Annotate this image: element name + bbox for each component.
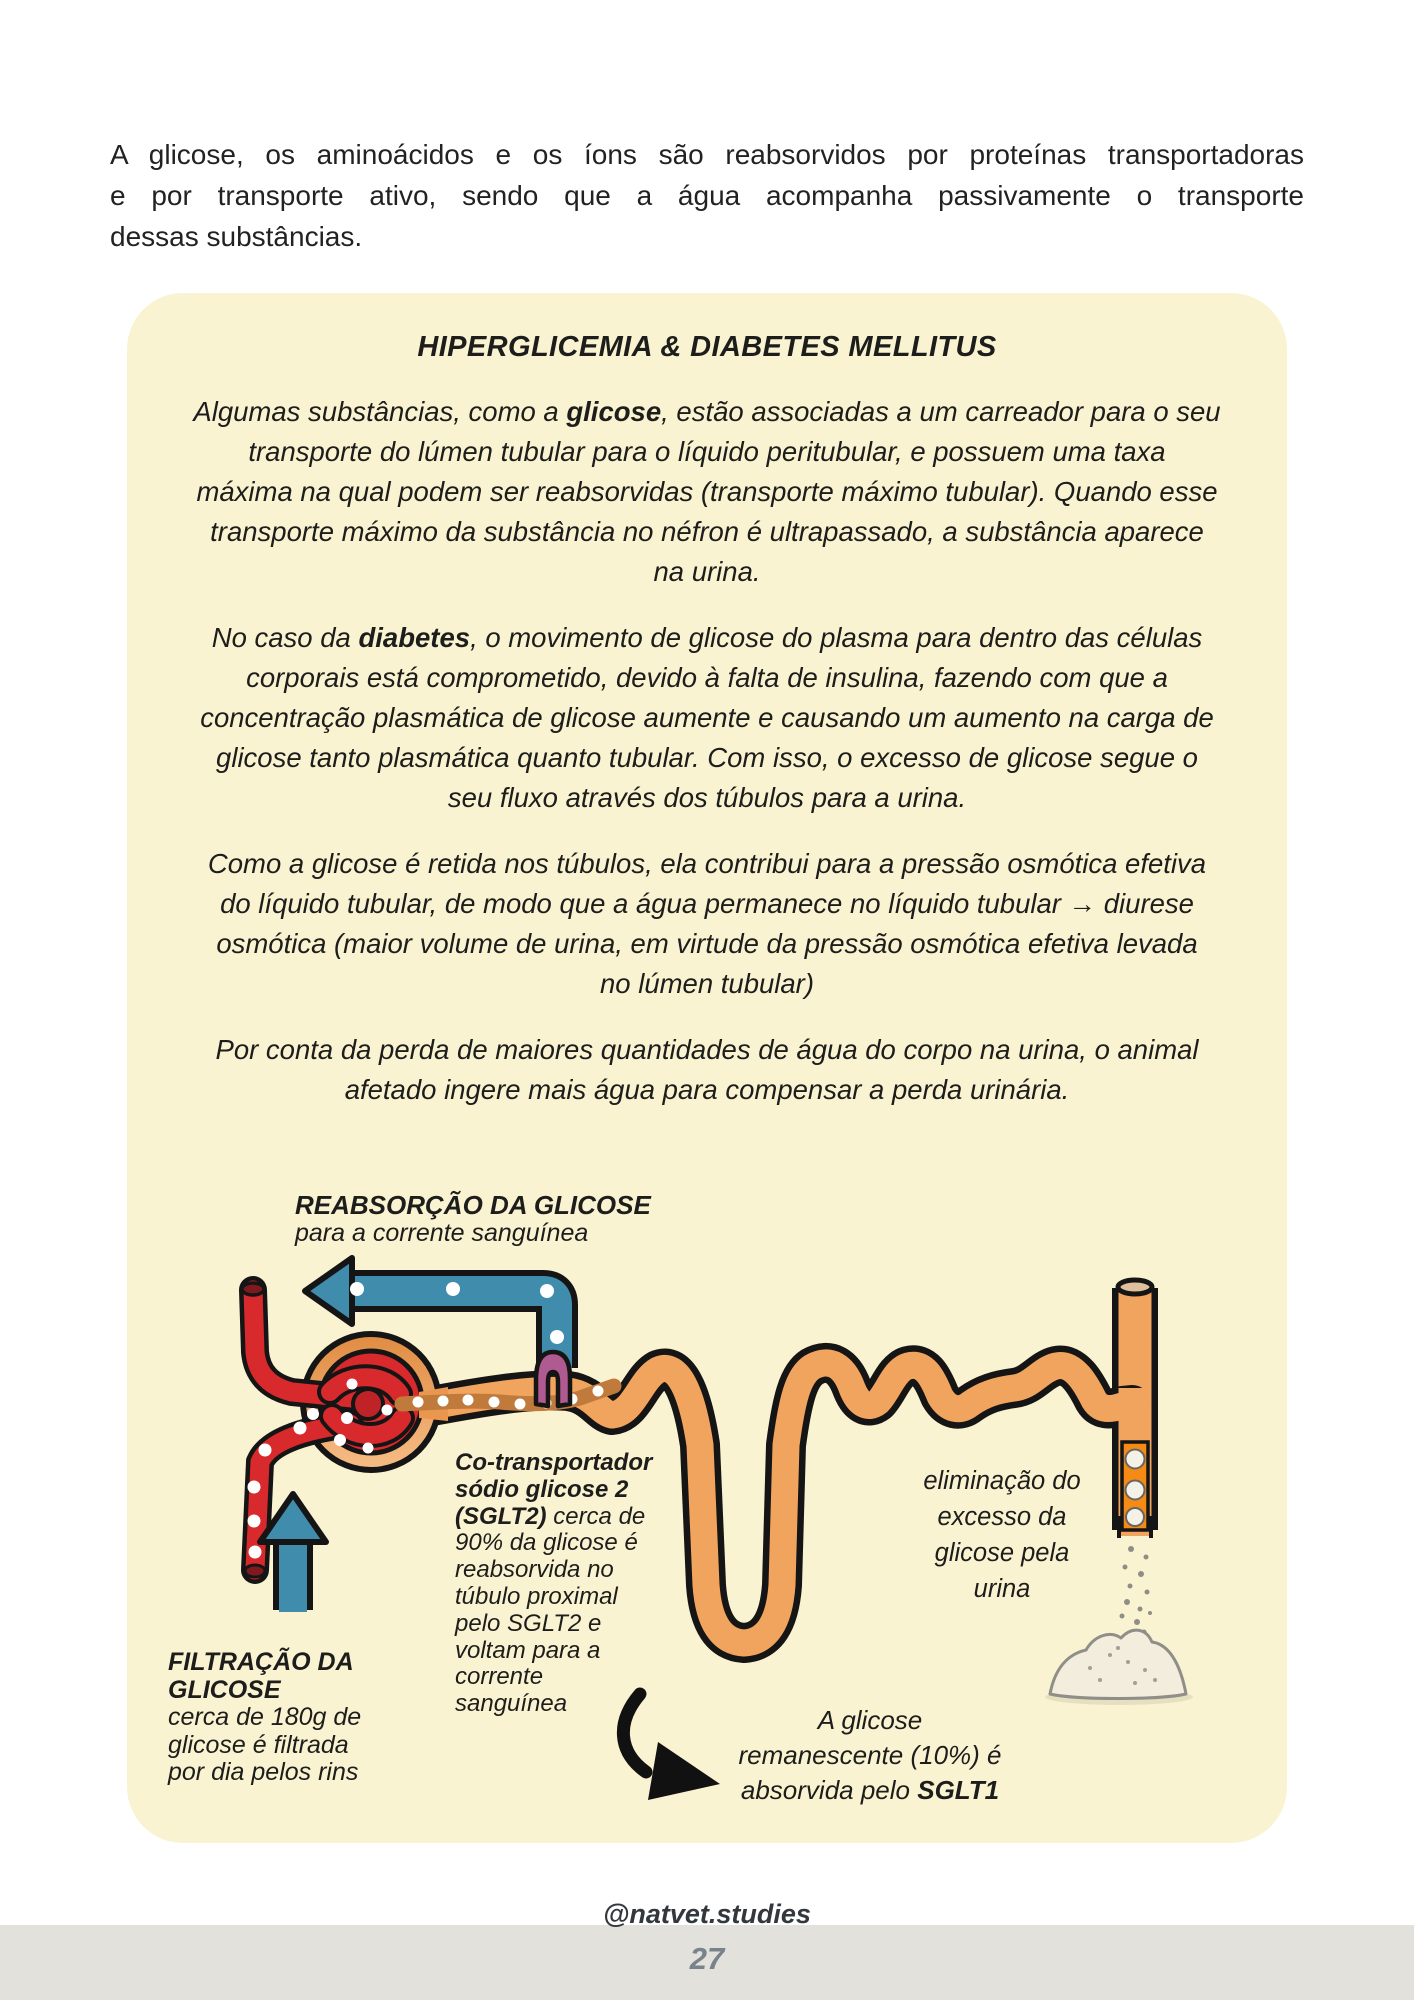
note-line: do líquido tubular, de modo que a água permanece no líquido tubular → diurese [220, 888, 1194, 919]
sglt2-note-line: túbulo proximal [455, 1582, 618, 1610]
note-line: corporais está comprometido, devido à falta de insulina, fazendo com que a [246, 662, 1168, 693]
note-line: Como a glicose é retida nos túbulos, ela contribui para a pressão osmótica efetiva [207, 848, 1207, 879]
glucose-molecule-dot [307, 1408, 319, 1420]
text-segment: Algumas substâncias, como a [193, 396, 567, 427]
note-paragraph-2 [145, 618, 1269, 818]
text-segment: cerca de [546, 1502, 646, 1530]
sglt2-note-line: Co-transportador [455, 1449, 653, 1476]
intro-line: dessas substâncias. [110, 221, 363, 252]
sglt2-note [455, 1450, 690, 1718]
glucose-molecule-dot [363, 1443, 374, 1454]
social-handle: @natvet.studies [603, 1899, 811, 1929]
note-line: no lúmen tubular) [599, 968, 814, 999]
glucose-molecule-dot [489, 1397, 500, 1408]
note-paragraph-1 [145, 392, 1269, 592]
glucose-molecule-dot [1126, 1481, 1145, 1500]
intro-line: e por transporte ativo, sendo que a água acompanha passivamente o transporte [110, 180, 1304, 211]
sglt2-note-line: reabsorvida no [455, 1556, 614, 1584]
note-line: concentração plasmática de glicose aumente e causando um aumento na carga de [200, 702, 1214, 733]
diagram-heading-title: REABSORÇÃO DA GLICOSE [295, 1190, 651, 1220]
glucose-molecule-dot [1126, 1508, 1144, 1526]
note-line: glicose tanto plasmática quanto tubular. Com isso, o excesso de glicose segue o [216, 742, 1198, 773]
note-title: HIPERGLICEMIA & DIABETES MELLITUS [417, 331, 997, 363]
elimination-note-line: glicose pela [934, 1539, 1070, 1567]
glucose-molecule-dot [550, 1330, 564, 1344]
glucose-molecule-dot [438, 1396, 449, 1407]
sglt2-note-line: pelo SGLT2 e [455, 1609, 602, 1637]
note-paragraph-3 [145, 844, 1269, 1004]
glucose-molecule-dot [413, 1397, 424, 1408]
filtration-note-line: GLICOSE [168, 1675, 281, 1704]
glucose-molecule-dot [463, 1395, 474, 1406]
glucose-molecule-dot [593, 1386, 604, 1397]
glucose-molecule-dot [248, 1481, 261, 1494]
sglt2-note-line: sanguínea [455, 1690, 568, 1718]
note-line: afetado ingere mais água para compensar a perda urinária. [344, 1074, 1070, 1105]
note-line: transporte do lúmen tubular para o líquido peritubular, e possuem uma taxa [248, 436, 1166, 467]
note-line [145, 392, 1269, 432]
filtration-note-line: cerca de 180g de [168, 1703, 362, 1731]
note-line: seu fluxo através dos túbulos para a urina. [447, 782, 967, 813]
elimination-note [878, 1463, 1126, 1607]
text-segment-bold: glicose [566, 396, 662, 427]
intro-line: A glicose, os aminoácidos e os íons são reabsorvidos por proteínas transportadoras [110, 139, 1304, 170]
sglt1-note-line: A glicose [817, 1705, 923, 1735]
note-line: na urina. [653, 556, 761, 587]
note-line: Por conta da perda de maiores quantidades de água do corpo na urina, o animal [215, 1034, 1199, 1065]
filtration-note-line: FILTRAÇÃO DA [168, 1648, 354, 1676]
glucose-molecule-dot [334, 1434, 346, 1446]
note-line: osmótica (maior volume de urina, em virtude da pressão osmótica efetiva levada [216, 928, 1198, 959]
vessel-open-end [242, 1283, 264, 1295]
diagram-heading-sub: para a corrente sanguínea [295, 1219, 589, 1247]
glucose-molecule-dot [259, 1444, 272, 1457]
vessel-open-end [245, 1565, 265, 1577]
sglt2-note-line: sódio glicose 2 [455, 1475, 629, 1503]
glucose-molecule-dot [515, 1399, 526, 1410]
duct-opening-top [1118, 1280, 1152, 1294]
urine-sugar-pile [1045, 1630, 1193, 1705]
sglt2-note-line: 90% da glicose é [455, 1529, 638, 1557]
sglt1-note-line [705, 1773, 1035, 1808]
glucose-molecule-dot [341, 1412, 353, 1424]
filtration-note-line: por dia pelos rins [168, 1758, 359, 1786]
glucose-molecule-dot [294, 1422, 307, 1435]
text-segment-bold: SGLT1 [917, 1775, 1000, 1805]
glucose-molecule-dot [347, 1379, 358, 1390]
text-segment: absorvida pelo [740, 1775, 918, 1805]
text-segment-bold: diabetes [358, 622, 471, 653]
sglt2-note-line: corrente [455, 1663, 544, 1691]
glomerulus-coil [353, 1389, 383, 1419]
glucose-molecule-dot [446, 1282, 460, 1296]
glucose-molecule-dot [350, 1282, 364, 1296]
text-segment: No caso da [211, 622, 359, 653]
text-segment: , o movimento de glicose do plasma para dentro das células [470, 622, 1203, 653]
text-segment-bold: (SGLT2) [455, 1502, 547, 1530]
filtration-note-line: glicose é filtrada [168, 1730, 349, 1759]
elimination-note-line: excesso da [937, 1503, 1067, 1531]
sglt2-note-line [455, 1504, 690, 1531]
note-line [145, 618, 1269, 658]
note-line: transporte máximo da substância no néfron é ultrapassado, a substância aparece [210, 516, 1204, 547]
glucose-molecule-dot [540, 1284, 554, 1298]
note-paragraph-4 [145, 1030, 1269, 1110]
sglt1-note [705, 1703, 1035, 1808]
intro-paragraph [110, 134, 1304, 257]
diagram-heading [295, 1191, 651, 1247]
glucose-molecule-dot [248, 1515, 261, 1528]
text-segment: , estão associadas a um carreador para o seu [661, 396, 1221, 427]
page-number: 27 [689, 1941, 725, 1976]
sglt2-note-line: voltam para a [455, 1636, 601, 1664]
elimination-note-line: eliminação do [923, 1467, 1081, 1495]
elimination-note-line: urina [973, 1575, 1031, 1603]
glucose-molecule-dot [249, 1546, 262, 1559]
sglt1-note-line: remanescente (10%) é [738, 1740, 1002, 1770]
glucose-molecule-dot [382, 1405, 393, 1416]
filtration-note [168, 1649, 418, 1787]
note-line: máxima na qual podem ser reabsorvidas (transporte máximo tubular). Quando esse [196, 476, 1218, 507]
glucose-molecule-dot [1126, 1450, 1145, 1469]
